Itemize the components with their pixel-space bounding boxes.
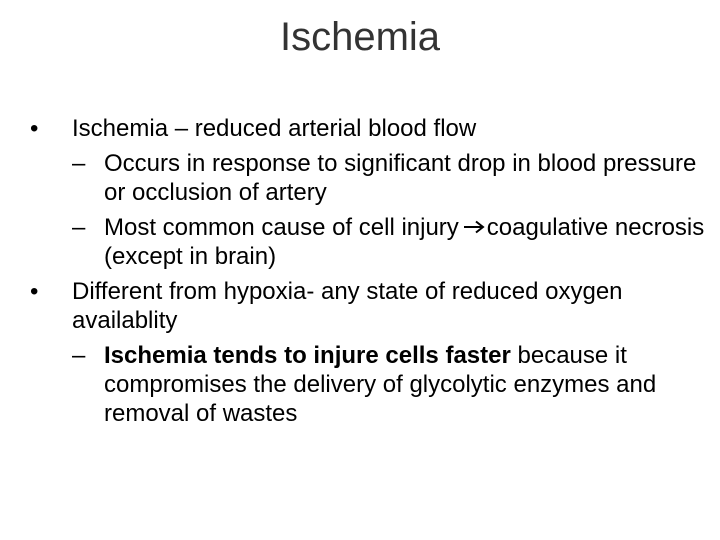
bullet-marker: •: [30, 278, 39, 305]
right-arrow-icon: [463, 220, 485, 234]
sub-bullet-text-part: because it compromises the delivery of glycolytic enzymes and removal of wastes: [104, 342, 657, 427]
sub-bullet-text: [104, 213, 708, 271]
bullet-item: [28, 114, 708, 143]
bullet-text: Ischemia – reduced arterial blood flow: [72, 115, 477, 142]
bullet-item: [28, 277, 708, 335]
slide-content: [28, 114, 708, 428]
slide-title: Ischemia: [279, 15, 441, 59]
sub-bullet-item: [72, 341, 708, 428]
emphasis-text: Ischemia tends to injure cells faster: [104, 342, 511, 369]
dash-marker: –: [72, 214, 86, 241]
bullet-marker: •: [30, 115, 39, 142]
sub-bullet-text-part: Most common cause of cell injury: [104, 214, 459, 241]
sub-bullet-text: Occurs in response to significant drop in blood pressure or occlusion of artery: [104, 150, 697, 206]
dash-marker: –: [72, 342, 86, 369]
sub-bullet-item: [72, 149, 708, 207]
sub-bullet-text-part: coagulative necrosis (except in brain): [104, 214, 705, 270]
sub-bullet-text: [104, 341, 708, 428]
bullet-text: Different from hypoxia- any state of reduced oxygen availablity: [72, 278, 623, 334]
dash-marker: –: [72, 150, 86, 177]
sub-bullet-item: [72, 213, 708, 271]
